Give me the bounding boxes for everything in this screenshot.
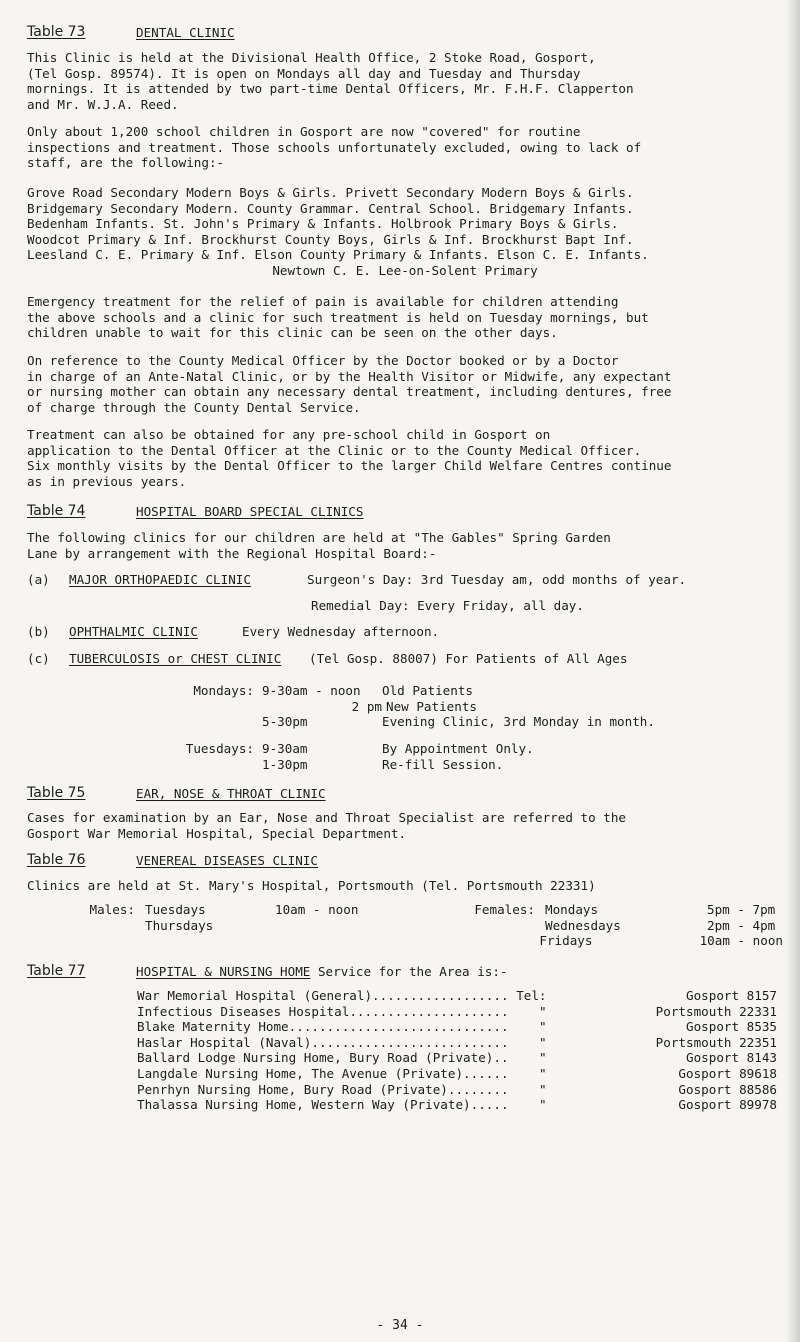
text-line: mornings. It is attended by two part-time Dental Officers, Mr. F.H.F. Clapperton [27, 81, 634, 97]
text-line: the above schools and a clinic for such treatment is held on Tuesday mornings, but [27, 309, 649, 325]
tel-label: " [538, 1050, 547, 1066]
hospital-name: War Memorial Hospital (General) [137, 988, 373, 1003]
clinic-schedule: Surgeon's Day: 3rd Tuesday am, odd months of year. [307, 572, 687, 587]
text-line: Bedenham Infants. St. John's Primary & Infants. Holbrook Primary Boys & Girls. [27, 216, 619, 232]
table-75-heading [27, 786, 783, 802]
group-label: Males: [89, 902, 135, 917]
session-day: Tuesdays [145, 902, 206, 917]
chest-clinic-mondays [27, 683, 783, 730]
session-time: 5pm - 7pm [707, 902, 776, 917]
text-line: Newtown C. E. Lee-on-Solent Primary [272, 262, 538, 278]
item-label: (c) [27, 651, 50, 666]
table-73-heading [27, 25, 783, 41]
phone-number: Gosport 89618 [678, 1065, 777, 1081]
vd-clinic-times [27, 902, 783, 949]
text-line: (Tel Gosp. 89574). It is open on Mondays all day and Tuesday and Thursday [27, 65, 581, 81]
table-number: Table 76 [27, 852, 86, 868]
section-title: HOSPITAL & NURSING HOME [136, 964, 311, 979]
text-line: Grove Road Secondary Modern Boys & Girls. Privett Secondary Modern Boys & Girls. [27, 185, 634, 200]
tel-label: " [538, 1003, 547, 1019]
session-desc: New Patients [386, 698, 477, 714]
text-line: Leesland C. E. Primary & Inf. Elson County Primary & Infants. Elson C. E. Infants. [27, 247, 649, 263]
table-number: Table 73 [27, 24, 86, 40]
text-line: children unable to wait for this clinic can be seen on the other days. [27, 325, 558, 341]
day-label: Tuesdays: [185, 741, 254, 756]
session-day: Thursdays [145, 917, 214, 933]
dot-leader: .......................... [311, 1034, 509, 1050]
section-title: VENEREAL DISEASES CLINIC [136, 853, 318, 868]
item-label: (a) [27, 572, 50, 587]
session-day: Mondays [545, 902, 599, 917]
ophthalmic-clinic [27, 624, 783, 640]
tel-label: " [538, 1034, 547, 1050]
table-76-heading [27, 853, 783, 869]
tel-label: " [538, 1081, 547, 1097]
session-day: Wednesdays [545, 917, 621, 933]
pre-school-paragraph [27, 427, 783, 489]
phone-number: Portsmouth 22331 [655, 1003, 777, 1019]
session-time: 9-30am - noon [262, 683, 361, 698]
text-line: On reference to the County Medical Officer by the Doctor booked or by a Doctor [27, 353, 619, 368]
text-line: in charge of an Ante-Natal Clinic, or by the Health Visitor or Midwife, any expectant [27, 368, 672, 384]
session-time: 2pm - 4pm [707, 917, 776, 933]
tel-label: " [538, 1097, 547, 1113]
text-line: Lane by arrangement with the Regional Hospital Board:- [27, 545, 437, 561]
session-time: 1-30pm [262, 756, 308, 772]
table-number: Table 75 [27, 785, 86, 801]
dot-leader: .. [493, 1050, 509, 1066]
text-line: Treatment can also be obtained for any pre-school child in Gosport on [27, 427, 551, 442]
text-line: application to the Dental Officer at the Clinic or to the County Medical Officer. [27, 442, 642, 458]
hospital-name: Ballard Lodge Nursing Home, Bury Road (Private) [137, 1050, 494, 1066]
clinic-schedule: (Tel Gosp. 88007) For Patients of All Ages [309, 651, 628, 666]
vd-clinic-intro [27, 878, 783, 894]
list-item [137, 1097, 777, 1113]
hospital-name: Haslar Hospital (Naval) [137, 1034, 312, 1050]
coverage-paragraph [27, 124, 783, 171]
list-item [137, 1066, 777, 1082]
session-day: Fridays [539, 933, 593, 949]
page-edge-shadow [786, 0, 800, 1342]
text-line: This Clinic is held at the Divisional Health Office, 2 Stoke Road, Gosport, [27, 50, 596, 65]
dot-leader: ..... [470, 1097, 509, 1113]
section-title: EAR, NOSE & THROAT CLINIC [136, 786, 326, 801]
section-title-rest: Service for the Area is:- [310, 964, 508, 979]
clinic-schedule: Every Wednesday afternoon. [242, 624, 440, 639]
dot-leader: .................. [372, 988, 509, 1003]
hospital-list [137, 988, 777, 1113]
hospital-name: Penrhyn Nursing Home, Bury Road (Private) [137, 1081, 448, 1097]
text-line: inspections and treatment. Those schools unfortunately excluded, owing to lack of [27, 139, 642, 155]
hospital-name: Langdale Nursing Home, The Avenue (Private) [137, 1065, 464, 1081]
clinic-name: TUBERCULOSIS or CHEST CLINIC [69, 651, 282, 666]
list-item [137, 1004, 777, 1020]
phone-number: Gosport 8535 [686, 1019, 777, 1035]
session-time: 5-30pm [262, 714, 308, 730]
page-number: - 34 - [376, 1318, 424, 1333]
list-item [137, 1019, 777, 1035]
text-line: staff, are the following:- [27, 155, 225, 171]
item-label: (b) [27, 624, 50, 639]
table-number: Table 77 [27, 963, 86, 979]
session-desc: Re-fill Session. [382, 756, 504, 772]
day-label: Mondays: [193, 683, 254, 698]
section-title: DENTAL CLINIC [136, 25, 235, 40]
hospital-name: Thalassa Nursing Home, Western Way (Private) [137, 1097, 471, 1113]
table-77-heading [27, 964, 783, 980]
list-item [137, 1050, 777, 1066]
list-item [137, 1035, 777, 1051]
chest-clinic-tuesdays [27, 741, 783, 772]
session-time: 9-30am [262, 741, 308, 756]
session-time: 2 pm [351, 698, 382, 714]
tel-label: " [538, 1065, 547, 1081]
session-time: 10am - noon [699, 933, 783, 949]
chest-clinic [27, 651, 783, 667]
text-line: or nursing mother can obtain any necessary dental treatment, including dentures, free [27, 384, 672, 400]
orthopaedic-clinic [27, 572, 783, 613]
emergency-paragraph [27, 294, 783, 341]
text-line: Woodcot Primary & Inf. Brockhurst County Boys, Girls & Inf. Brockhurst Bapt Inf. [27, 231, 634, 247]
dot-leader: ..................... [349, 1003, 509, 1019]
dot-leader: ............................. [288, 1019, 509, 1035]
table-number: Table 74 [27, 503, 86, 519]
text-line: Cases for examination by an Ear, Nose and Throat Specialist are referred to the [27, 810, 626, 825]
session-desc: Evening Clinic, 3rd Monday in month. [382, 714, 655, 730]
phone-number: Portsmouth 22351 [655, 1034, 777, 1050]
excluded-schools-list [27, 185, 783, 279]
text-line: Only about 1,200 school children in Gosport are now "covered" for routine [27, 124, 581, 139]
text-line: as in previous years. [27, 473, 187, 489]
text-line: Bridgemary Secondary Modern. County Grammar. Central School. Bridgemary Infants. [27, 200, 634, 216]
list-item [137, 1082, 777, 1098]
session-desc: By Appointment Only. [382, 741, 534, 756]
phone-number: Gosport 88586 [678, 1081, 777, 1097]
text-line: Six monthly visits by the Dental Officer to the larger Child Welfare Centres continue [27, 458, 672, 474]
session-desc: Old Patients [382, 683, 473, 698]
text-line: Clinics are held at St. Mary's Hospital, Portsmouth (Tel. Portsmouth 22331) [27, 878, 596, 893]
tel-label: " [538, 1019, 547, 1035]
hospital-name: Blake Maternity Home [137, 1019, 289, 1035]
expectant-mother-paragraph [27, 353, 783, 415]
hospital-name: Infectious Diseases Hospital [137, 1003, 350, 1019]
dot-leader: ...... [463, 1065, 509, 1081]
phone-number: Gosport 8157 [686, 988, 777, 1003]
clinic-name: OPHTHALMIC CLINIC [69, 624, 198, 639]
group-label: Females: [474, 902, 535, 917]
table-74-heading [27, 504, 783, 520]
clinic-name: MAJOR ORTHOPAEDIC CLINIC [69, 572, 251, 587]
section-title: HOSPITAL BOARD SPECIAL CLINICS [136, 504, 364, 519]
tel-label: Tel: [516, 988, 547, 1003]
text-line: Emergency treatment for the relief of pain is available for children attending [27, 294, 619, 309]
special-clinics-intro [27, 530, 783, 561]
session-time: 10am - noon [275, 902, 359, 917]
text-line: The following clinics for our children are held at "The Gables" Spring Garden [27, 530, 611, 545]
text-line: and Mr. W.J.A. Reed. [27, 96, 179, 112]
text-line: Gosport War Memorial Hospital, Special Department. [27, 825, 407, 841]
phone-number: Gosport 8143 [686, 1050, 777, 1066]
list-item [137, 988, 777, 1004]
dental-clinic-paragraph [27, 50, 783, 112]
phone-number: Gosport 89978 [678, 1097, 777, 1113]
ent-paragraph [27, 810, 783, 841]
dot-leader: ........ [447, 1081, 509, 1097]
text-line: of charge through the County Dental Service. [27, 399, 361, 415]
clinic-schedule: Remedial Day: Every Friday, all day. [311, 597, 584, 613]
